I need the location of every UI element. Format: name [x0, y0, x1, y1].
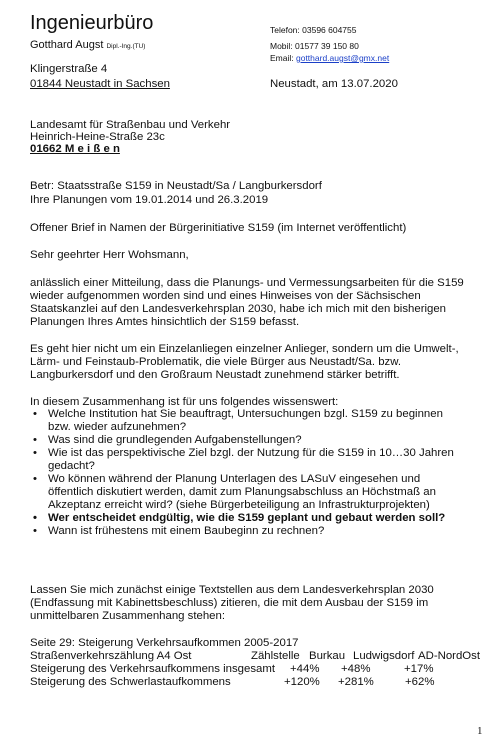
sender-degree: Dipl.-Ing.(TU): [106, 43, 146, 50]
sender-name-line: [30, 39, 145, 53]
list-item-line: • Wann ist frühestens mit einem Baubeginn zu rechnen?: [48, 525, 325, 537]
list-item-line: • Welche Institution hat Sie beauftragt, Untersuchungen bzgl. S159 zu beginnen: [48, 408, 443, 420]
list-item: [30, 512, 480, 525]
list-item-line: • Was sind die grundlegenden Aufgabenstellungen?: [48, 434, 302, 446]
subject-line-2: Ihre Planungen vom 19.01.2014 und 26.3.2019: [30, 194, 269, 206]
sender-street: Klingerstraße 4: [30, 63, 108, 75]
place-date: Neustadt, am 13.07.2020: [270, 78, 398, 90]
paragraph-4: [30, 584, 434, 623]
paragraph-line: Planungen Ihres Amtes hinsichtlich der S159 befasst.: [30, 316, 300, 328]
recipient-line-2: Heinrich-Heine-Straße 23c: [30, 131, 165, 143]
table-header-cell: Zählstelle: [251, 650, 300, 662]
recipient-line-3: 01662 M e i ß e n: [30, 143, 120, 155]
table-row-label: Steigerung des Schwerlastaufkommens: [30, 676, 231, 688]
sender-mobile: Mobil: 01577 39 150 80: [270, 41, 359, 51]
table-cell: +48%: [341, 663, 371, 675]
page-number: 1: [477, 725, 483, 737]
table-header-cell: Straßenverkehrszählung A4 Ost: [30, 650, 192, 662]
paragraph-1: [30, 277, 464, 329]
sender-name: Gotthard Augst: [30, 39, 104, 51]
list-item-line: • Wo können während der Planung Unterlagen des LASuV eingesehen und: [48, 473, 421, 485]
paragraph-line: Lärm- und Feinstaub-Problematik, die viele Bürger aus Neustadt/Sa. bzw.: [30, 356, 402, 368]
sender-email-line: [270, 53, 389, 63]
sender-email-label: Email:: [270, 53, 296, 63]
list-item: [30, 525, 480, 538]
subject-line-1: Betr: Staatsstraße S159 in Neustadt/Sa / Langburkersdorf: [30, 180, 322, 192]
firm-title: Ingenieurbüro: [30, 12, 154, 34]
paragraph-line: Staatskanzlei auf den Landesverkehrsplan 2030, habe ich mich mit den bisherigen: [30, 303, 447, 315]
table-heading: Seite 29: Steigerung Verkehrsaufkommen 2005-2017: [30, 637, 299, 649]
open-letter-note: Offener Brief in Namen der Bürgerinitiative S159 (im Internet veröffentlicht): [30, 222, 407, 234]
list-item: [30, 434, 480, 447]
paragraph-line: Langburkersdorf und den Großraum Neustadt zunehmend stärker betrifft.: [30, 369, 400, 381]
table-cell: +62%: [405, 676, 435, 688]
table-cell: +17%: [404, 663, 434, 675]
paragraph-line: anlässlich einer Mitteilung, dass die Planungs- und Vermessungsarbeiten für die S159: [30, 277, 464, 289]
list-item: [30, 408, 480, 434]
salutation: Sehr geehrter Herr Wohsmann,: [30, 249, 189, 261]
table-row-label: Steigerung des Verkehrsaufkommens insgesamt: [30, 663, 276, 675]
list-item-line: • Wie ist das perspektivische Ziel bzgl. der Nutzung für die S159 in 10…30 Jahren: [48, 447, 454, 459]
list-item: [30, 447, 480, 473]
table-cell: +44%: [290, 663, 320, 675]
list-item-line: bzw. wieder aufzunehmen?: [48, 421, 187, 433]
table-cell: +120%: [284, 676, 320, 688]
list-item-line: • Wer entscheidet endgültig, wie die S159 geplant und gebaut werden soll?: [48, 512, 446, 524]
list-item: [30, 473, 480, 512]
table-header-cell: Ludwigsdorf: [353, 650, 415, 662]
paragraph-line: unmittelbaren Zusammenhang stehen:: [30, 610, 226, 622]
sender-city: 01844 Neustadt in Sachsen: [30, 78, 170, 90]
recipient-line-1: Landesamt für Straßenbau und Verkehr: [30, 119, 231, 131]
table-cell: +281%: [338, 676, 374, 688]
sender-email-link[interactable]: gotthard.augst@gmx.net: [295, 53, 390, 63]
paragraph-line: Lassen Sie mich zunächst einige Textstellen aus dem Landesverkehrsplan 2030: [30, 584, 434, 596]
questions-list: [30, 408, 480, 538]
paragraph-line: (Endfassung mit Kabinettsbeschluss) zitieren, die mit dem Ausbau der S159 im: [30, 597, 429, 609]
sender-phone: Telefon: 03596 604755: [270, 25, 357, 35]
paragraph-line: Es geht hier nicht um ein Einzelanliegen einzelner Anlieger, sondern um die Umwelt-,: [30, 343, 459, 355]
list-item-line: gedacht?: [48, 460, 95, 472]
list-item-line: Akzeptanz erreicht wird? (siehe Bürgerbeteiligung an Infrastrukturprojekten): [48, 499, 430, 511]
table-header-cell: Burkau: [309, 650, 346, 662]
paragraph-2: [30, 343, 459, 382]
questions-intro: In diesem Zusammenhang ist für uns folgendes wissenswert:: [30, 396, 339, 408]
list-item-line: öffentlich diskutiert werden, damit zum Planungsabschluss an Höchstmaß an: [48, 486, 436, 498]
paragraph-line: wieder aufgenommen worden sind und eines Hinweises von der Sächsischen: [30, 290, 421, 302]
table-header-cell: AD-NordOst: [418, 650, 481, 662]
